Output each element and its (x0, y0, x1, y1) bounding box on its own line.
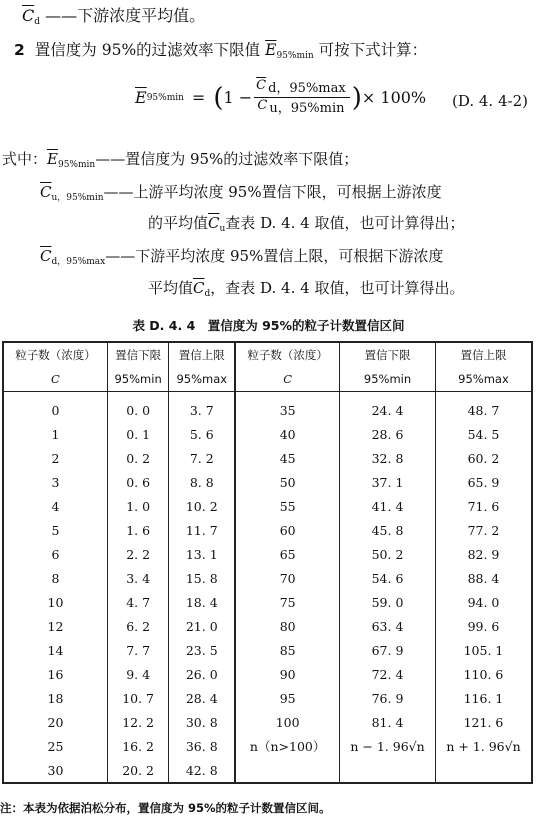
table-cell: 48. 7 (435, 392, 532, 423)
table-cell: n − 1. 96√n (340, 734, 436, 758)
table-header-row-1 (3, 342, 532, 367)
table-cell: 1 (3, 422, 107, 446)
table-row (3, 470, 532, 494)
table-cell: 60. 2 (435, 446, 532, 470)
table-cell: 11. 7 (169, 518, 235, 542)
table-cell: 85 (235, 638, 339, 662)
header-lower-sub: 95%min (340, 367, 436, 392)
table-cell: 95 (235, 686, 339, 710)
table-cell: 4 (3, 494, 107, 518)
eq-numerator (254, 78, 350, 98)
def-cd-subscript: d，95%max (51, 257, 106, 267)
table-cell: 3. 4 (107, 566, 168, 590)
table-cell: 60 (235, 518, 339, 542)
table-cell: n（n>100） (235, 734, 339, 758)
table-cell: 28. 6 (340, 422, 436, 446)
table-cell: 16 (3, 662, 107, 686)
definition-cd-cont (148, 277, 464, 299)
table-cell: 8. 8 (169, 470, 235, 494)
table-row (3, 710, 532, 734)
table-cell: 13. 1 (169, 542, 235, 566)
table-cell: n + 1. 96√n (435, 734, 532, 758)
table-cell: 110. 6 (435, 662, 532, 686)
def-cd-symbol: $\overline{C}$ (40, 247, 52, 265)
item-2-text-after: 可按下式计算： (318, 41, 428, 59)
table-cell: 12 (3, 614, 107, 638)
table-row (3, 542, 532, 566)
definition-cu (40, 181, 442, 203)
table-cell: 45. 8 (340, 518, 436, 542)
def-cu-subscript: u，95%min (51, 193, 104, 203)
table-cell: 3 (3, 470, 107, 494)
table-cell: 72. 4 (340, 662, 436, 686)
table-cell: 21. 0 (169, 614, 235, 638)
top-definition-line (22, 3, 205, 27)
table-cell: 42. 8 (169, 758, 235, 783)
table-cell: 70 (235, 566, 339, 590)
table-cell: 6. 2 (107, 614, 168, 638)
cu-subscript: u (219, 224, 226, 234)
dash: —— (103, 183, 134, 201)
definition-cu-cont (148, 212, 465, 234)
def-cd-text: 下游平均浓度 95%置信上限，可根据下游浓度 (135, 247, 444, 265)
dash: —— (95, 150, 126, 168)
dash: —— (45, 6, 78, 25)
table-cell: 82. 9 (435, 542, 532, 566)
table-row (3, 614, 532, 638)
header-upper: 置信上限 (435, 342, 532, 367)
header-count-symbol: C (3, 367, 107, 392)
cd-subscript: d (34, 17, 41, 27)
table-row (3, 638, 532, 662)
table-cell: 3. 7 (169, 392, 235, 423)
table-caption: 表 D. 4. 4 置信度为 95%的粒子计数置信区间 (132, 318, 405, 333)
header-count-symbol: C (235, 367, 339, 392)
table-cell: 54. 5 (435, 422, 532, 446)
def-e-text: 置信度为 95%的过滤效率下限值； (125, 150, 359, 168)
table-cell: 40 (235, 422, 339, 446)
def-cu-cont-b: 查表 D. 4. 4 取值，也可计算得出； (225, 214, 465, 232)
header-lower: 置信下限 (107, 342, 168, 367)
cd-symbol: $\overline{C}$ (193, 279, 205, 297)
table-cell: 20 (3, 710, 107, 734)
cd-subscript: d (204, 289, 211, 299)
table-cell: 15. 8 (169, 566, 235, 590)
table-cell: 18. 4 (169, 590, 235, 614)
eq-times-100: × 100% (361, 88, 427, 107)
equation (135, 78, 426, 117)
table-note: 注：本表为依据泊松分布，置信度为 95%的粒子计数置信区间。 (0, 801, 331, 815)
table-cell: 4. 7 (107, 590, 168, 614)
def-cu-cont-a: 的平均值 (148, 214, 209, 232)
header-upper: 置信上限 (169, 342, 235, 367)
table-row (3, 686, 532, 710)
table-cell: 8 (3, 566, 107, 590)
definition-e (2, 148, 358, 170)
header-count: 粒子数（浓度） (235, 342, 339, 367)
table-header-row-2 (3, 367, 532, 392)
table-cell: 30 (3, 758, 107, 783)
equation-number: (D. 4. 4-2) (452, 92, 528, 110)
table-cell: 5. 6 (169, 422, 235, 446)
table-cell: 10 (3, 590, 107, 614)
table-cell: 88. 4 (435, 566, 532, 590)
table-cell: 28. 4 (169, 686, 235, 710)
eq-lhs-symbol: $\overline{E}$ (135, 88, 147, 107)
def-cu-symbol: $\overline{C}$ (40, 183, 52, 201)
table-cell: 0. 0 (107, 392, 168, 423)
table-row (3, 392, 532, 423)
table-cell (435, 758, 532, 783)
table-cell: 50 (235, 470, 339, 494)
e-symbol: $\overline{E}$ (265, 41, 277, 59)
def-cd-cont-a: 平均值 (148, 279, 194, 297)
table-cell: 45 (235, 446, 339, 470)
eq-num-symbol: $\overline{C}$ (256, 78, 267, 93)
table-cell: 16. 2 (107, 734, 168, 758)
table-cell: 75 (235, 590, 339, 614)
table-cell: 116. 1 (435, 686, 532, 710)
table-cell: 24. 4 (340, 392, 436, 423)
header-lower: 置信下限 (340, 342, 436, 367)
table-cell: 1. 0 (107, 494, 168, 518)
item-number: 2 (14, 41, 25, 59)
table-cell: 63. 4 (340, 614, 436, 638)
table-cell: 18 (3, 686, 107, 710)
header-upper-sub: 95%max (435, 367, 532, 392)
table-cell: 10. 7 (107, 686, 168, 710)
table-cell: 12. 2 (107, 710, 168, 734)
eq-one-minus: 1 − (223, 88, 253, 107)
eq-lhs-subscript: 95%min (146, 92, 184, 103)
table-cell: 9. 4 (107, 662, 168, 686)
header-lower-sub: 95%min (107, 367, 168, 392)
eq-denominator (255, 98, 348, 117)
table-cell: 2. 2 (107, 542, 168, 566)
table-cell: 37. 1 (340, 470, 436, 494)
table-row (3, 494, 532, 518)
table-cell: 94. 0 (435, 590, 532, 614)
table-cell: 54. 6 (340, 566, 436, 590)
eq-paren-close: ) (351, 82, 362, 113)
def-e-symbol: $\overline{E}$ (47, 150, 58, 168)
table-cell: 81. 4 (340, 710, 436, 734)
def-e-subscript: 95%min (57, 160, 96, 170)
item-2-line (14, 38, 427, 61)
def-cd-cont-b: ，查表 D. 4. 4 取值，也可计算得出。 (210, 279, 465, 297)
eq-equals: = (191, 88, 206, 107)
cu-symbol: $\overline{C}$ (208, 214, 220, 232)
table-cell: 76. 9 (340, 686, 436, 710)
table-cell: 100 (235, 710, 339, 734)
table-cell: 26. 0 (169, 662, 235, 686)
table-cell: 14 (3, 638, 107, 662)
dash: —— (105, 247, 136, 265)
table-cell: 65. 9 (435, 470, 532, 494)
table-cell: 10. 2 (169, 494, 235, 518)
header-upper-sub: 95%max (169, 367, 235, 392)
table-cell: 71. 6 (435, 494, 532, 518)
definition-lead: 式中： (2, 150, 48, 168)
table-cell: 90 (235, 662, 339, 686)
table-cell: 0. 2 (107, 446, 168, 470)
table-cell: 41. 4 (340, 494, 436, 518)
item-2-text-before: 置信度为 95%的过滤效率下限值 (34, 41, 261, 59)
table-cell: 36. 8 (169, 734, 235, 758)
table-cell: 5 (3, 518, 107, 542)
eq-num-subscript: d，95%max (268, 81, 346, 96)
table-cell: 35 (235, 392, 339, 423)
table-row (3, 566, 532, 590)
table-cell: 7. 7 (107, 638, 168, 662)
e-subscript: 95%min (276, 51, 314, 61)
table-cell (340, 758, 436, 783)
table-cell: 0. 1 (107, 422, 168, 446)
eq-fraction (254, 78, 350, 117)
table-cell: 65 (235, 542, 339, 566)
table-cell: 105. 1 (435, 638, 532, 662)
table-row (3, 662, 532, 686)
definition-cd (40, 245, 443, 267)
table-row (3, 422, 532, 446)
table-cell: 0. 6 (107, 470, 168, 494)
table-cell: 0 (3, 392, 107, 423)
table-cell: 50. 2 (340, 542, 436, 566)
eq-den-subscript: u，95%min (269, 101, 345, 116)
table-cell: 1. 6 (107, 518, 168, 542)
table-cell: 30. 8 (169, 710, 235, 734)
table-cell: 23. 5 (169, 638, 235, 662)
eq-den-symbol: $\overline{C}$ (257, 98, 268, 113)
top-definition-text: 下游浓度平均值。 (77, 6, 206, 25)
table-cell (235, 758, 339, 783)
table-cell: 25 (3, 734, 107, 758)
table-cell: 99. 6 (435, 614, 532, 638)
table-cell: 6 (3, 542, 107, 566)
table-cell: 59. 0 (340, 590, 436, 614)
table-cell: 32. 8 (340, 446, 436, 470)
confidence-interval-table (2, 341, 533, 784)
table-row (3, 590, 532, 614)
table-row (3, 446, 532, 470)
table-cell: 67. 9 (340, 638, 436, 662)
table-cell: 2 (3, 446, 107, 470)
cd-symbol: $\overline{C}$ (22, 6, 35, 25)
table-cell: 7. 2 (169, 446, 235, 470)
table-cell: 55 (235, 494, 339, 518)
table-cell: 121. 6 (435, 710, 532, 734)
eq-paren-open: ( (213, 82, 224, 113)
table-row (3, 518, 532, 542)
table-row (3, 734, 532, 758)
table-row (3, 758, 532, 783)
def-cu-text: 上游平均浓度 95%置信下限，可根据上游浓度 (133, 183, 442, 201)
table-cell: 77. 2 (435, 518, 532, 542)
header-count: 粒子数（浓度） (3, 342, 107, 367)
table-cell: 20. 2 (107, 758, 168, 783)
table-cell: 80 (235, 614, 339, 638)
